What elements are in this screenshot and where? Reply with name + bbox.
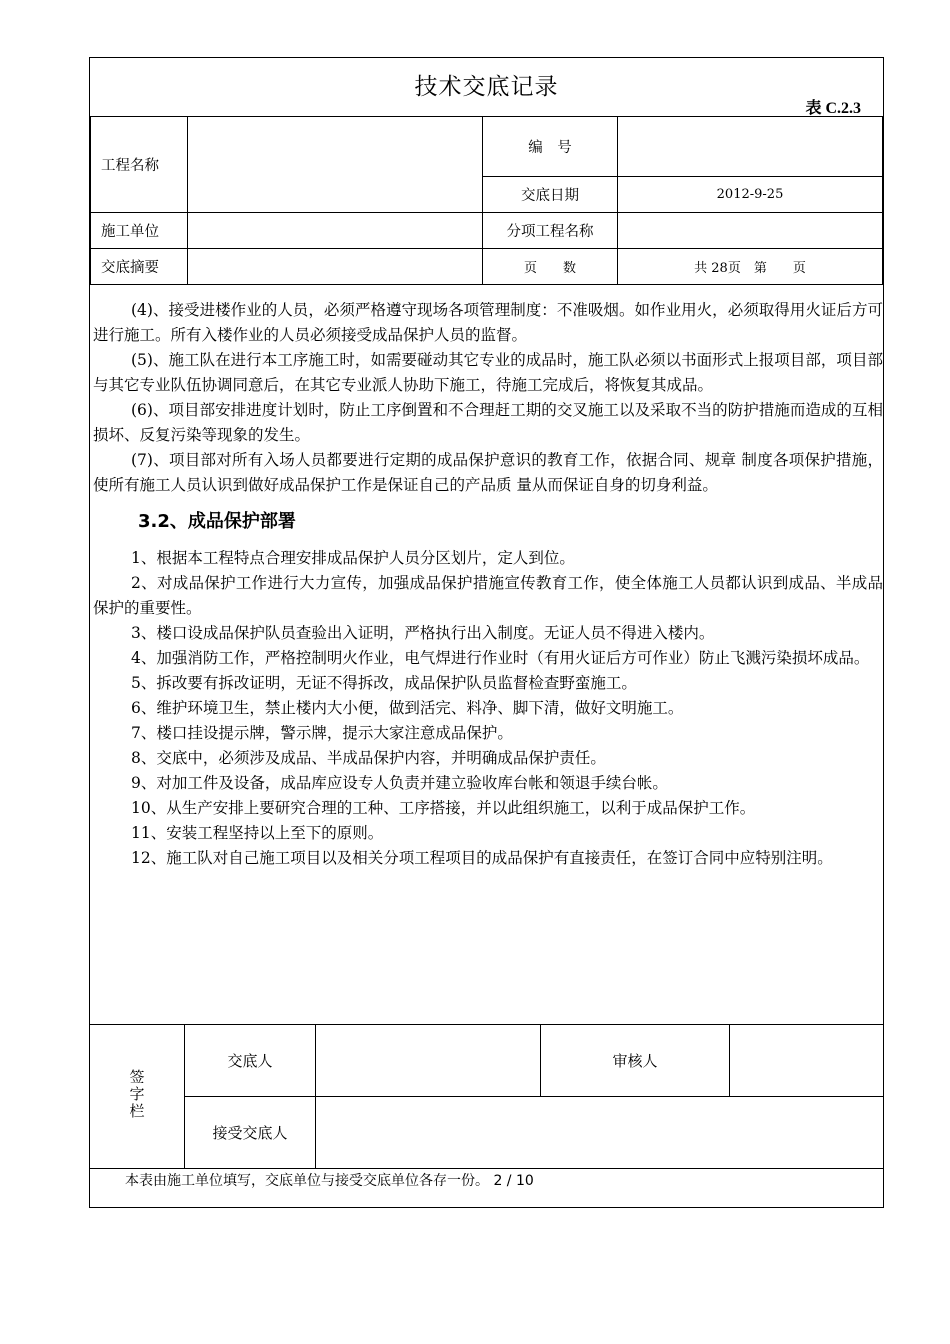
summary-label: 交底摘要 <box>91 249 188 285</box>
list-item: 9、对加工件及设备，成品库应设专人负责并建立验收库台帐和领退手续台帐。 <box>131 774 668 792</box>
list-item: 3、楼口设成品保护队员查验出入证明，严格执行出入制度。无证人员不得进入楼内。 <box>131 624 715 642</box>
list-item: 6、维护环境卫生，禁止楼内大小便，做到活完、料净、脚下清，做好文明施工。 <box>131 699 684 717</box>
date-label: 交底日期 <box>483 177 618 213</box>
reviewer-signature-field[interactable] <box>730 1025 884 1097</box>
sub-project-value <box>618 213 883 249</box>
presenter-signature-field[interactable] <box>316 1025 541 1097</box>
signature-section <box>90 1025 185 1169</box>
list-item: 1、根据本工程特点合理安排成品保护人员分区划片，定人到位。 <box>131 549 575 567</box>
form-frame <box>89 57 884 1208</box>
summary-value <box>188 249 483 285</box>
sub-project-label: 分项工程名称 <box>483 213 618 249</box>
receiver-signature-field[interactable] <box>316 1097 884 1169</box>
list-item: 7、楼口挂设提示牌，警示牌，提示大家注意成品保护。 <box>131 724 513 742</box>
receiver-label: 接受交底人 <box>185 1097 316 1169</box>
list-item: 5、拆改要有拆改证明，无证不得拆改，成品保护队员监督检查野蛮施工。 <box>131 674 637 692</box>
info-table <box>90 116 883 285</box>
list-item: 8、交底中，必须涉及成品、半成品保护内容，并明确成品保护责任。 <box>131 749 606 767</box>
signature-section-label: 签字栏 <box>127 1069 146 1120</box>
unit-label: 施工单位 <box>91 213 188 249</box>
paragraph: (7)、项目部对所有入场人员都要进行定期的成品保护意识的教育工作，依据合同、规章 制度各项保护措施，使所有施工人员认识到做好成品保护工作是保证自己的产品质 量从而保证自身的切身利益。 <box>93 451 883 494</box>
presenter-label: 交底人 <box>185 1025 316 1097</box>
form-number: 表 C.2.3 <box>805 100 861 117</box>
paragraph: (6)、项目部安排进度计划时，防止工序倒置和不合理赶工期的交叉施工以及采取不当的防护措施而造成的互相损坏、反复污染等现象的发生。 <box>93 401 883 444</box>
body-content <box>93 298 883 871</box>
project-name-value <box>188 117 483 213</box>
project-name-label: 工程名称 <box>91 117 188 213</box>
list-item: 12、施工队对自己施工项目以及相关分项工程项目的成品保护有直接责任，在签订合同中应特别注明。 <box>131 849 833 867</box>
footer-note: 本表由施工单位填写，交底单位与接受交底单位各存一份。 2 / 10 <box>125 1173 534 1189</box>
pages-value: 共 28页 第 页 <box>618 249 883 285</box>
signature-table <box>90 1024 883 1169</box>
paragraph: (5)、施工队在进行本工序施工时，如需要碰动其它专业的成品时，施工队必须以书面形式上报项目部，项目部与其它专业队伍协调同意后，在其它专业派人协助下施工，待施工完成后，将恢复其成品。 <box>93 351 883 394</box>
list-item: 2、对成品保护工作进行大力宣传，加强成品保护措施宣传教育工作，使全体施工人员都认识到成品、半成品保护的重要性。 <box>93 574 883 617</box>
list-item: 10、从生产安排上要研究合理的工种、工序搭接，并以此组织施工，以利于成品保护工作。 <box>131 799 756 817</box>
pages-label: 页 数 <box>483 249 618 285</box>
section-heading: 3.2、成品保护部署 <box>138 511 296 532</box>
number-value <box>618 117 883 177</box>
list-item: 4、加强消防工作，严格控制明火作业，电气焊进行作业时（有用火证后方可作业）防止飞溅污染损坏成品。 <box>131 649 870 667</box>
date-value: 2012-9-25 <box>618 177 883 213</box>
list-item: 11、安装工程坚持以上至下的原则。 <box>131 824 384 842</box>
paragraph: (4)、接受进楼作业的人员，必须严格遵守现场各项管理制度：不准吸烟。如作业用火，必须取得用火证后方可进行施工。所有入楼作业的人员必须接受成品保护人员的监督。 <box>93 301 883 344</box>
unit-value <box>188 213 483 249</box>
number-label: 编 号 <box>483 117 618 177</box>
form-title: 技术交底记录 <box>414 74 559 100</box>
reviewer-label: 审核人 <box>541 1025 730 1097</box>
